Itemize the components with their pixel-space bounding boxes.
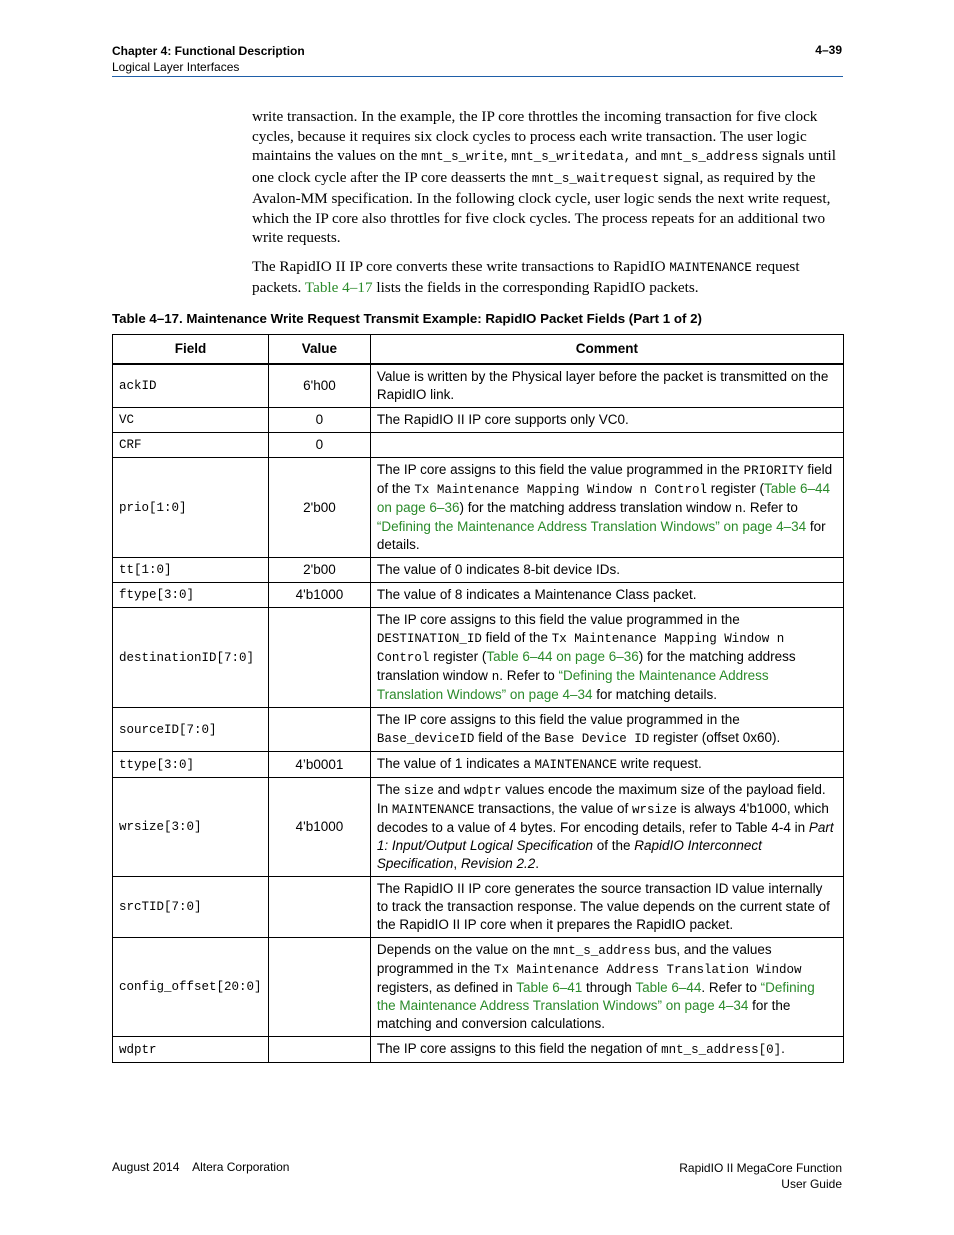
running-header — [112, 43, 305, 75]
footer-right — [679, 1160, 842, 1192]
cross-reference-link[interactable]: Table 6–44 — [635, 980, 702, 995]
section-title: Logical Layer Interfaces — [112, 60, 240, 74]
text-run: values encode the maximum size of the payload field. In — [376, 782, 826, 816]
italic-title: Revision 2.2 — [460, 856, 536, 871]
text-run: is always 4'b1000, which decodes to a value of 4 bytes. For encoding details, refer to Table 4-4 in — [376, 801, 829, 835]
code-term: DESTINATION_ID — [376, 632, 482, 646]
code-term: mnt_s_address — [553, 944, 651, 958]
text-run: The RapidIO II IP core converts these write transactions to RapidIO — [252, 257, 670, 275]
text-run: , — [503, 147, 512, 164]
code-term: mnt_s_writedata, — [511, 150, 632, 164]
cell-value — [268, 1037, 370, 1063]
code-term: MAINTENANCE — [391, 803, 475, 817]
cell-value: 2'b00 — [268, 558, 370, 583]
cross-reference-link[interactable]: Table 4–17 — [304, 279, 373, 296]
text-run: signal, as required by the Avalon-MM specification. In the following clock cycle, user logic sends the next write request, which the IP core also throttles for five clock cycles. The process repeats for an additional two write requests. — [252, 168, 831, 246]
text-run: field of the — [376, 462, 833, 496]
text-run: write request. — [617, 756, 702, 771]
text-run: The — [376, 782, 404, 797]
cell-field: ttype[3:0] — [113, 752, 269, 778]
cell-comment — [370, 938, 843, 1037]
packet-fields-table — [112, 334, 844, 1063]
cell-comment — [370, 558, 843, 583]
cell-value — [268, 608, 370, 708]
header-comment: Comment — [370, 335, 843, 365]
italic-title: RapidIO Interconnect Specification — [376, 838, 762, 871]
cell-field: config_offset[20:0] — [113, 938, 269, 1037]
table-row — [113, 458, 844, 558]
text-run: register ( — [429, 649, 487, 664]
body-text — [252, 107, 844, 307]
text-run: through — [582, 980, 636, 995]
page-number: 4–39 — [815, 43, 842, 57]
table-row — [113, 364, 844, 408]
text-run: The RapidIO II IP core supports only VC0. — [376, 412, 629, 427]
code-term: Tx Maintenance Address Translation Window — [493, 963, 802, 977]
code-term: Tx Maintenance Mapping Window n Control — [376, 632, 785, 665]
table-row — [113, 938, 844, 1037]
cell-comment — [370, 408, 843, 433]
text-run: . — [535, 856, 539, 871]
footer-doc-type: User Guide — [781, 1177, 842, 1191]
text-run: write transaction. In the example, the IP core throttles the incoming transaction for five clock cycles, because it requires six clock cycles to process each write transaction. The user logic maintains the values on the — [252, 108, 818, 164]
cell-comment — [370, 877, 843, 938]
cross-reference-link[interactable]: Table 6–44 on page 6–36 — [376, 481, 831, 515]
footer-product: RapidIO II MegaCore Function — [679, 1161, 842, 1175]
cell-comment — [370, 778, 843, 877]
cell-value — [268, 938, 370, 1037]
cell-value: 0 — [268, 408, 370, 433]
code-term: wrsize — [632, 803, 678, 817]
text-run: and — [631, 147, 661, 164]
text-run: of the — [593, 838, 635, 853]
cell-comment — [370, 433, 843, 458]
text-run: register (offset 0x60). — [649, 730, 781, 745]
text-run: The value of 0 indicates 8-bit device IDs. — [376, 562, 621, 577]
cell-value: 0 — [268, 433, 370, 458]
text-run: . Refer to — [742, 500, 798, 515]
cell-comment — [370, 608, 843, 708]
header-value: Value — [268, 335, 370, 365]
text-run: for matching details. — [592, 687, 718, 702]
table-caption: Table 4–17. Maintenance Write Request Transmit Example: RapidIO Packet Fields (Part 1 of 2) — [112, 311, 702, 326]
cell-comment — [370, 752, 843, 778]
text-run: . Refer to — [499, 668, 559, 683]
table-header-row — [113, 335, 844, 365]
text-run: Value is written by the Physical layer before the packet is transmitted on the RapidIO link. — [376, 369, 829, 402]
text-run: . — [781, 1041, 785, 1056]
text-run: The value of 8 indicates a Maintenance Class packet. — [376, 587, 697, 602]
paragraph-1 — [252, 107, 844, 248]
cell-field: tt[1:0] — [113, 558, 269, 583]
code-term: mnt_s_waitrequest — [531, 171, 660, 186]
text-run: The IP core assigns to this field the value programmed in the — [376, 712, 740, 727]
cell-comment — [370, 364, 843, 408]
text-run: The IP core assigns to this field the value programmed in the — [376, 462, 744, 477]
cell-field: destinationID[7:0] — [113, 608, 269, 708]
text-run: bus, and the values programmed in the — [376, 942, 772, 976]
cross-reference-link[interactable]: “Defining the Maintenance Address Translation Windows” on page 4–34 — [376, 519, 807, 534]
table-row — [113, 408, 844, 433]
text-run: signals until one clock cycle after the IP core deasserts the — [252, 147, 836, 186]
table-row — [113, 1037, 844, 1063]
table-row — [113, 608, 844, 708]
cell-field: ftype[3:0] — [113, 583, 269, 608]
table-row — [113, 877, 844, 938]
cell-field: wrsize[3:0] — [113, 778, 269, 877]
code-term: PRIORITY — [743, 464, 804, 478]
code-term: n — [491, 670, 500, 684]
cell-field: sourceID[7:0] — [113, 708, 269, 752]
text-run: The IP core assigns to this field the value programmed in the — [376, 612, 740, 627]
text-run: field of the — [474, 730, 545, 745]
text-run: ) for the matching address translation window — [459, 500, 735, 515]
cell-value: 4’b0001 — [268, 752, 370, 778]
table-row — [113, 778, 844, 877]
cross-reference-link[interactable]: “Defining the Maintenance Address Translation Windows” on page 4–34 — [376, 980, 815, 1013]
cell-comment — [370, 708, 843, 752]
code-term: Base_deviceID — [376, 732, 475, 746]
header-field: Field — [113, 335, 269, 365]
text-run: transactions, the value of — [474, 801, 632, 816]
cross-reference-link[interactable]: Table 6–41 — [516, 980, 583, 995]
text-run: The value of 1 indicates a — [376, 756, 535, 771]
chapter-title: Chapter 4: Functional Description — [112, 44, 305, 58]
cross-reference-link[interactable]: Table 6–44 on page 6–36 — [486, 649, 639, 664]
text-run: for the matching and conversion calculations. — [376, 998, 791, 1031]
cell-field: prio[1:0] — [113, 458, 269, 558]
cell-field: VC — [113, 408, 269, 433]
table-row — [113, 558, 844, 583]
text-run: The RapidIO II IP core generates the source transaction ID value internally to track the transaction response. The value depends on the current state of the RapidIO II IP core when it prepares the RapidIO packet. — [376, 881, 830, 932]
text-run: and — [433, 782, 464, 797]
text-run: field of the — [481, 630, 552, 645]
cell-comment — [370, 458, 843, 558]
cell-value: 4'b1000 — [268, 778, 370, 877]
italic-title: Part 1: Input/Output Logical Specification — [376, 820, 834, 853]
text-run: . Refer to — [701, 980, 761, 995]
table-row — [113, 752, 844, 778]
code-term: size — [403, 784, 434, 798]
table-row — [113, 708, 844, 752]
text-run: The IP core assigns to this field the negation of — [376, 1041, 662, 1056]
code-term: MAINTENANCE — [669, 260, 752, 275]
table-row — [113, 583, 844, 608]
cell-field: wdptr — [113, 1037, 269, 1063]
code-term: Base Device ID — [544, 732, 650, 746]
cell-comment — [370, 583, 843, 608]
text-run: Depends on the value on the — [376, 942, 554, 957]
cell-field: ackID — [113, 364, 269, 408]
footer-left: August 2014 Altera Corporation — [112, 1160, 290, 1174]
code-term: n — [734, 502, 743, 516]
cell-value — [268, 708, 370, 752]
text-run: request packets. — [252, 257, 800, 296]
text-run: register ( — [706, 481, 764, 496]
cell-field: CRF — [113, 433, 269, 458]
cell-value: 2'b00 — [268, 458, 370, 558]
text-run: ) for the matching address translation window — [376, 649, 796, 683]
cell-value: 6'h00 — [268, 364, 370, 408]
code-term: MAINTENANCE — [534, 758, 617, 772]
code-term: mnt_s_write — [421, 150, 504, 164]
paragraph-2 — [252, 257, 844, 298]
text-run: registers, as defined in — [376, 980, 517, 995]
cell-value — [268, 877, 370, 938]
cell-field: srcTID[7:0] — [113, 877, 269, 938]
cell-comment — [370, 1037, 843, 1063]
code-term: Tx Maintenance Mapping Window n Control — [414, 483, 707, 497]
table-row — [113, 433, 844, 458]
cell-value: 4'b1000 — [268, 583, 370, 608]
text-run: lists the fields in the corresponding RapidIO packets. — [372, 279, 699, 296]
code-term: mnt_s_address — [660, 150, 759, 164]
text-run: , — [453, 856, 461, 871]
text-run: for details. — [376, 519, 826, 552]
cross-reference-link[interactable]: “Defining the Maintenance Address Translation Windows” on page 4–34 — [376, 668, 769, 702]
code-term: mnt_s_address[0] — [661, 1043, 782, 1057]
header-rule — [112, 76, 843, 77]
code-term: wdptr — [463, 784, 502, 798]
